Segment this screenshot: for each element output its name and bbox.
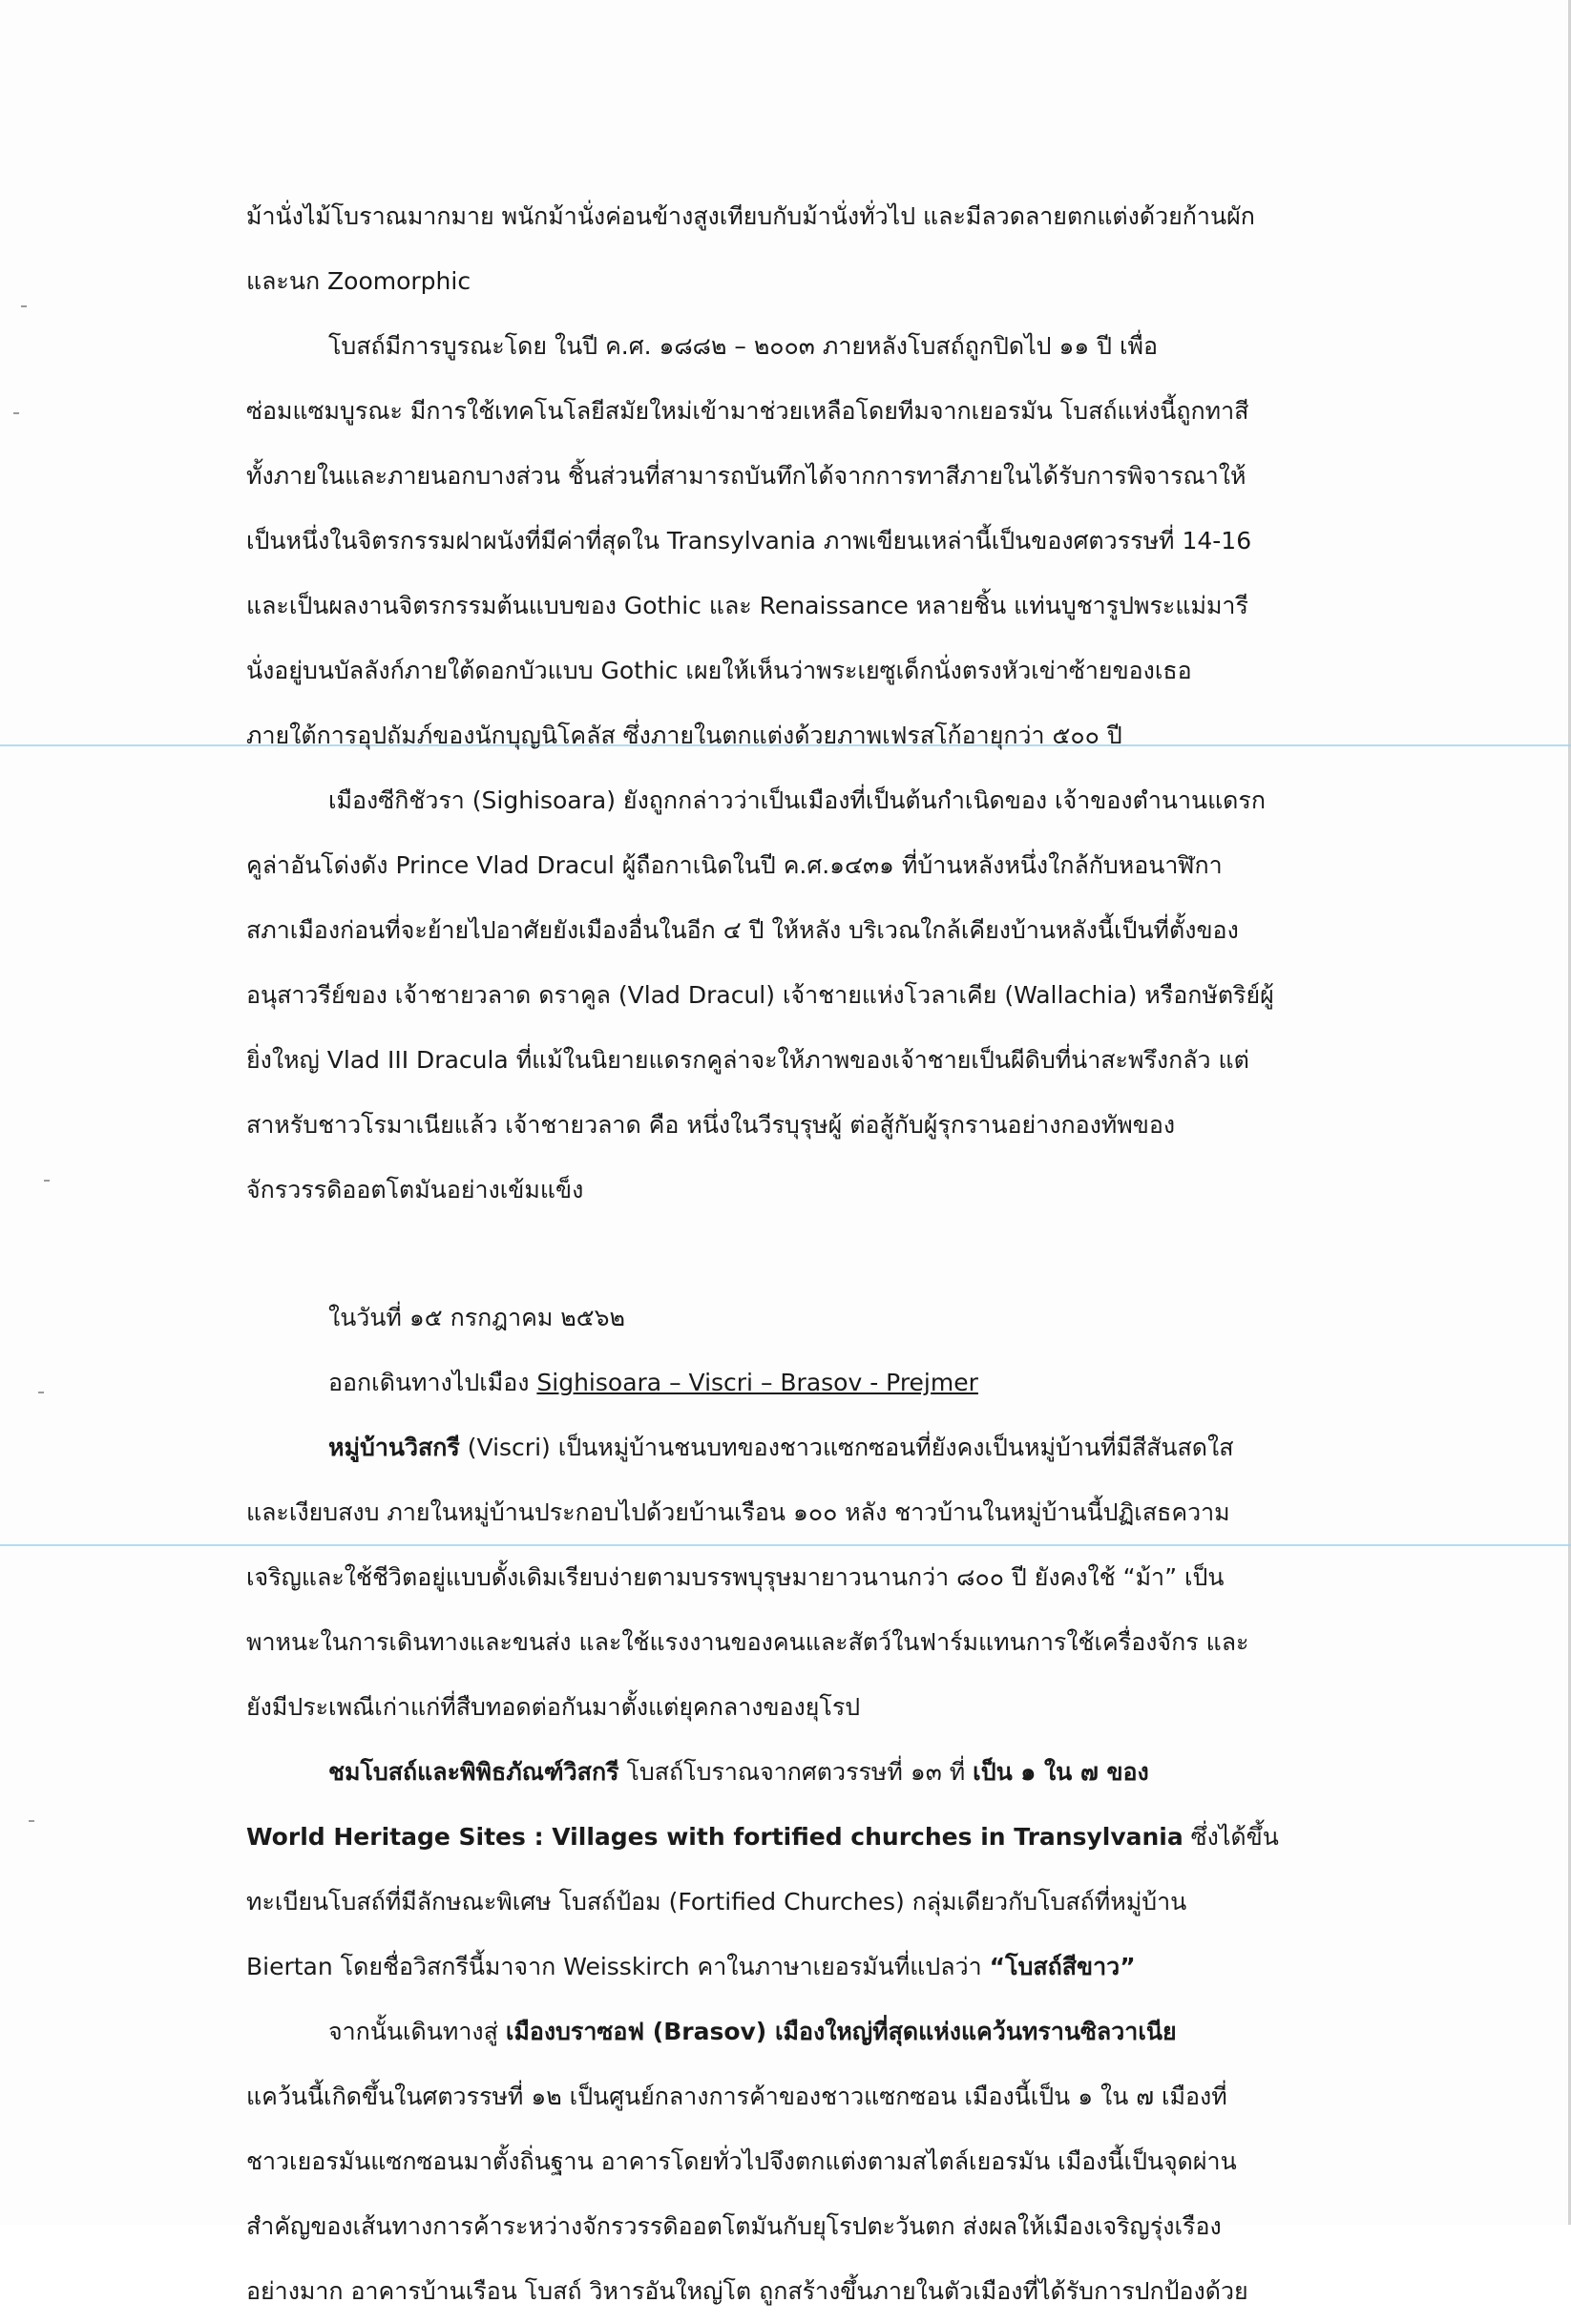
- text-line: สภาเมืองก่อนที่จะย้ายไปอาศัยยังเมืองอื่นในอีก ๔ ปี ให้หลัง บริเวณใกล้เคียงบ้านหลังนี้เป็นที่ตั้งของ: [246, 916, 1239, 944]
- heritage-rest: ซึ่งได้ขึ้น: [1183, 1823, 1279, 1851]
- text-line: ม้านั่งไม้โบราณมากมาย พนักม้านั่งค่อนข้างสูงเทียบกับม้านั่งทั่วไป และมีลวดลายตกแต่งด้วยก้านผัก: [246, 202, 1255, 230]
- text-line: [246, 1740, 1344, 1805]
- text-line: นั่งอยู่บนบัลลังก์ภายใต้ดอกบัวแบบ Gothic เผยให้เห็นว่าพระเยซูเด็กนั่งตรงหัวเข่าซ้ายของเธอ: [246, 657, 1192, 684]
- text-line: อย่างมาก อาคารบ้านเรือน โบสถ์ วิหารอันใหญ่โต ถูกสร้างขึ้นภายในตัวเมืองที่ได้รับการปกป้องด้วย: [246, 2277, 1248, 2305]
- text-line: สำคัญของเส้นทางการค้าระหว่างจักรวรรดิออตโตมันกับยุโรปตะวันตก ส่งผลให้เมืองเจริญรุ่งเรือง: [246, 2212, 1222, 2240]
- section-lead: หมู่บ้านวิสกรี: [328, 1434, 460, 1461]
- margin-mark: [29, 1820, 34, 1822]
- section-mid-bold: เป็น ๑ ใน ๗ ของ: [973, 1758, 1149, 1786]
- heritage-title: World Heritage Sites : Villages with fortified churches in Transylvania: [246, 1823, 1183, 1851]
- text-line: และนก Zoomorphic: [246, 267, 471, 295]
- document-body: [246, 184, 1344, 2324]
- text-line: โบสถ์มีการบูรณะโดย ในปี ค.ศ. ๑๘๘๒ – ๒๐๐๓ ภายหลังโบสถ์ถูกปิดไป ๑๑ ปี เพื่อ: [328, 332, 1159, 360]
- text-line: ทั้งภายในและภายนอกบางส่วน ชิ้นส่วนที่สามารถบันทึกได้จากการทาสีภายในได้รับการพิจารณาให้: [246, 462, 1246, 490]
- text-line: ยิ่งใหญ่ Vlad III Dracula ที่แม้ในนิยายแดรกคูล่าจะให้ภาพของเจ้าชายเป็นผีดิบที่น่าสะพรึงกลัว แต่: [246, 1046, 1249, 1074]
- text-line: ยังมีประเพณีเก่าแก่ที่สืบทอดต่อกันมาตั้งแต่ยุคกลางของยุโรป: [246, 1693, 861, 1721]
- text-segment: Biertan โดยชื่อวิสกรีนี้มาจาก Weisskirch คาในภาษาเยอรมันที่แปลว่า: [246, 1953, 990, 1980]
- route-cities: Sighisoara – Viscri – Brasov - Prejmer: [536, 1369, 978, 1396]
- route-prefix: ออกเดินทางไปเมือง: [328, 1369, 537, 1396]
- text-line: ทะเบียนโบสถ์ที่มีลักษณะพิเศษ โบสถ์ป้อม (Fortified Churches) กลุ่มเดียวกับโบสถ์ที่หมู่บ้าน: [246, 1888, 1187, 1916]
- section-lead: ชมโบสถ์และพิพิธภัณฑ์วิสกรี: [328, 1758, 619, 1786]
- text-line: เมืองซีกิชัวรา (Sighisoara) ยังถูกกล่าวว่าเป็นเมืองที่เป็นต้นกำเนิดของ เจ้าของตำนานแดรก: [328, 786, 1266, 814]
- text-line: และเงียบสงบ ภายในหมู่บ้านประกอบไปด้วยบ้านเรือน ๑๐๐ หลัง ชาวบ้านในหมู่บ้านนี้ปฏิเสธความ: [246, 1498, 1230, 1526]
- text-line: อนุสาวรีย์ของ เจ้าชายวลาด ดราคูล (Vlad Dracul) เจ้าชายแห่งโวลาเคีย (Wallachia) หรือกษัตริย์ผู้: [246, 981, 1274, 1009]
- text-line: [246, 1805, 1344, 1870]
- text-line: แคว้นนี้เกิดขึ้นในศตวรรษที่ ๑๒ เป็นศูนย์กลางการค้าของชาวแซกซอน เมืองนี้เป็น ๑ ใน ๗ เมืองที่: [246, 2083, 1227, 2110]
- paragraph-gap: [246, 1223, 1344, 1286]
- route-line: [246, 1350, 1344, 1415]
- text-segment: จากนั้นเดินทางสู่: [328, 2018, 506, 2045]
- section-lead-rest: (Viscri) เป็นหมู่บ้านชนบทของชาวแซกซอนที่ยังคงเป็นหมู่บ้านที่มีสีสันสดใส: [459, 1434, 1234, 1461]
- text-line: คูล่าอันโด่งดัง Prince Vlad Dracul ผู้ถือกาเนิดในปี ค.ศ.๑๔๓๑ ที่บ้านหลังหนึ่งใกล้กับหอนาฬิกา: [246, 851, 1223, 879]
- text-line: พาหนะในการเดินทางและขนส่ง และใช้แรงงานของคนและสัตว์ในฟาร์มแทนการใช้เครื่องจักร และ: [246, 1628, 1249, 1656]
- text-line: เป็นหนึ่งในจิตรกรรมฝาผนังที่มีค่าที่สุดใน Transylvania ภาพเขียนเหล่านี้เป็นของศตวรรษที่ 14-16: [246, 527, 1252, 555]
- margin-mark: [44, 1180, 50, 1182]
- text-line: ชาวเยอรมันแซกซอนมาตั้งถิ่นฐาน อาคารโดยทั่วไปจึงตกแต่งตามสไตล์เยอรมัน เมืองนี้เป็นจุดผ่าน: [246, 2147, 1237, 2175]
- margin-mark: [38, 1392, 44, 1393]
- white-church-term: “โบสถ์สีขาว”: [989, 1953, 1136, 1980]
- margin-mark: [13, 412, 19, 414]
- brasov-heading: เมืองบราซอฟ (Brasov) เมืองใหญ่ที่สุดแห่งแคว้นทรานซิลวาเนีย: [505, 2018, 1177, 2045]
- text-line: และเป็นผลงานจิตรกรรมต้นแบบของ Gothic และ Renaissance หลายชิ้น แท่นบูชารูปพระแม่มารี: [246, 592, 1248, 619]
- text-line: [246, 1935, 1344, 1999]
- text-line: [246, 1415, 1344, 1480]
- text-line: เจริญและใช้ชีวิตอยู่แบบดั้งเดิมเรียบง่ายตามบรรพบุรุษมายาวนานกว่า ๘๐๐ ปี ยังคงใช้ “ม้า” เป็น: [246, 1563, 1225, 1591]
- section-mid: โบสถ์โบราณจากศตวรรษที่ ๑๓ ที่: [618, 1758, 974, 1786]
- margin-mark: [21, 305, 27, 307]
- text-line: สาหรับชาวโรมาเนียแล้ว เจ้าชายวลาด คือ หนึ่งในวีรบุรุษผู้ ต่อสู้กับผู้รุกรานอย่างกองทัพของ: [246, 1111, 1176, 1139]
- text-line: ซ่อมแซมบูรณะ มีการใช้เทคโนโลยีสมัยใหม่เข้ามาช่วยเหลือโดยทีมจากเยอรมัน โบสถ์แห่งนี้ถูกทาสี: [246, 397, 1249, 425]
- date-line: ในวันที่ ๑๕ กรกฎาคม ๒๕๖๒: [328, 1304, 626, 1331]
- text-line: จักรวรรดิออตโตมันอย่างเข้มแข็ง: [246, 1176, 584, 1204]
- text-line: ภายใต้การอุปถัมภ์ของนักบุญนิโคลัส ซึ่งภายในตกแต่งด้วยภาพเฟรสโก้อายุกว่า ๕๐๐ ปี: [246, 722, 1122, 749]
- text-line: [246, 1999, 1344, 2064]
